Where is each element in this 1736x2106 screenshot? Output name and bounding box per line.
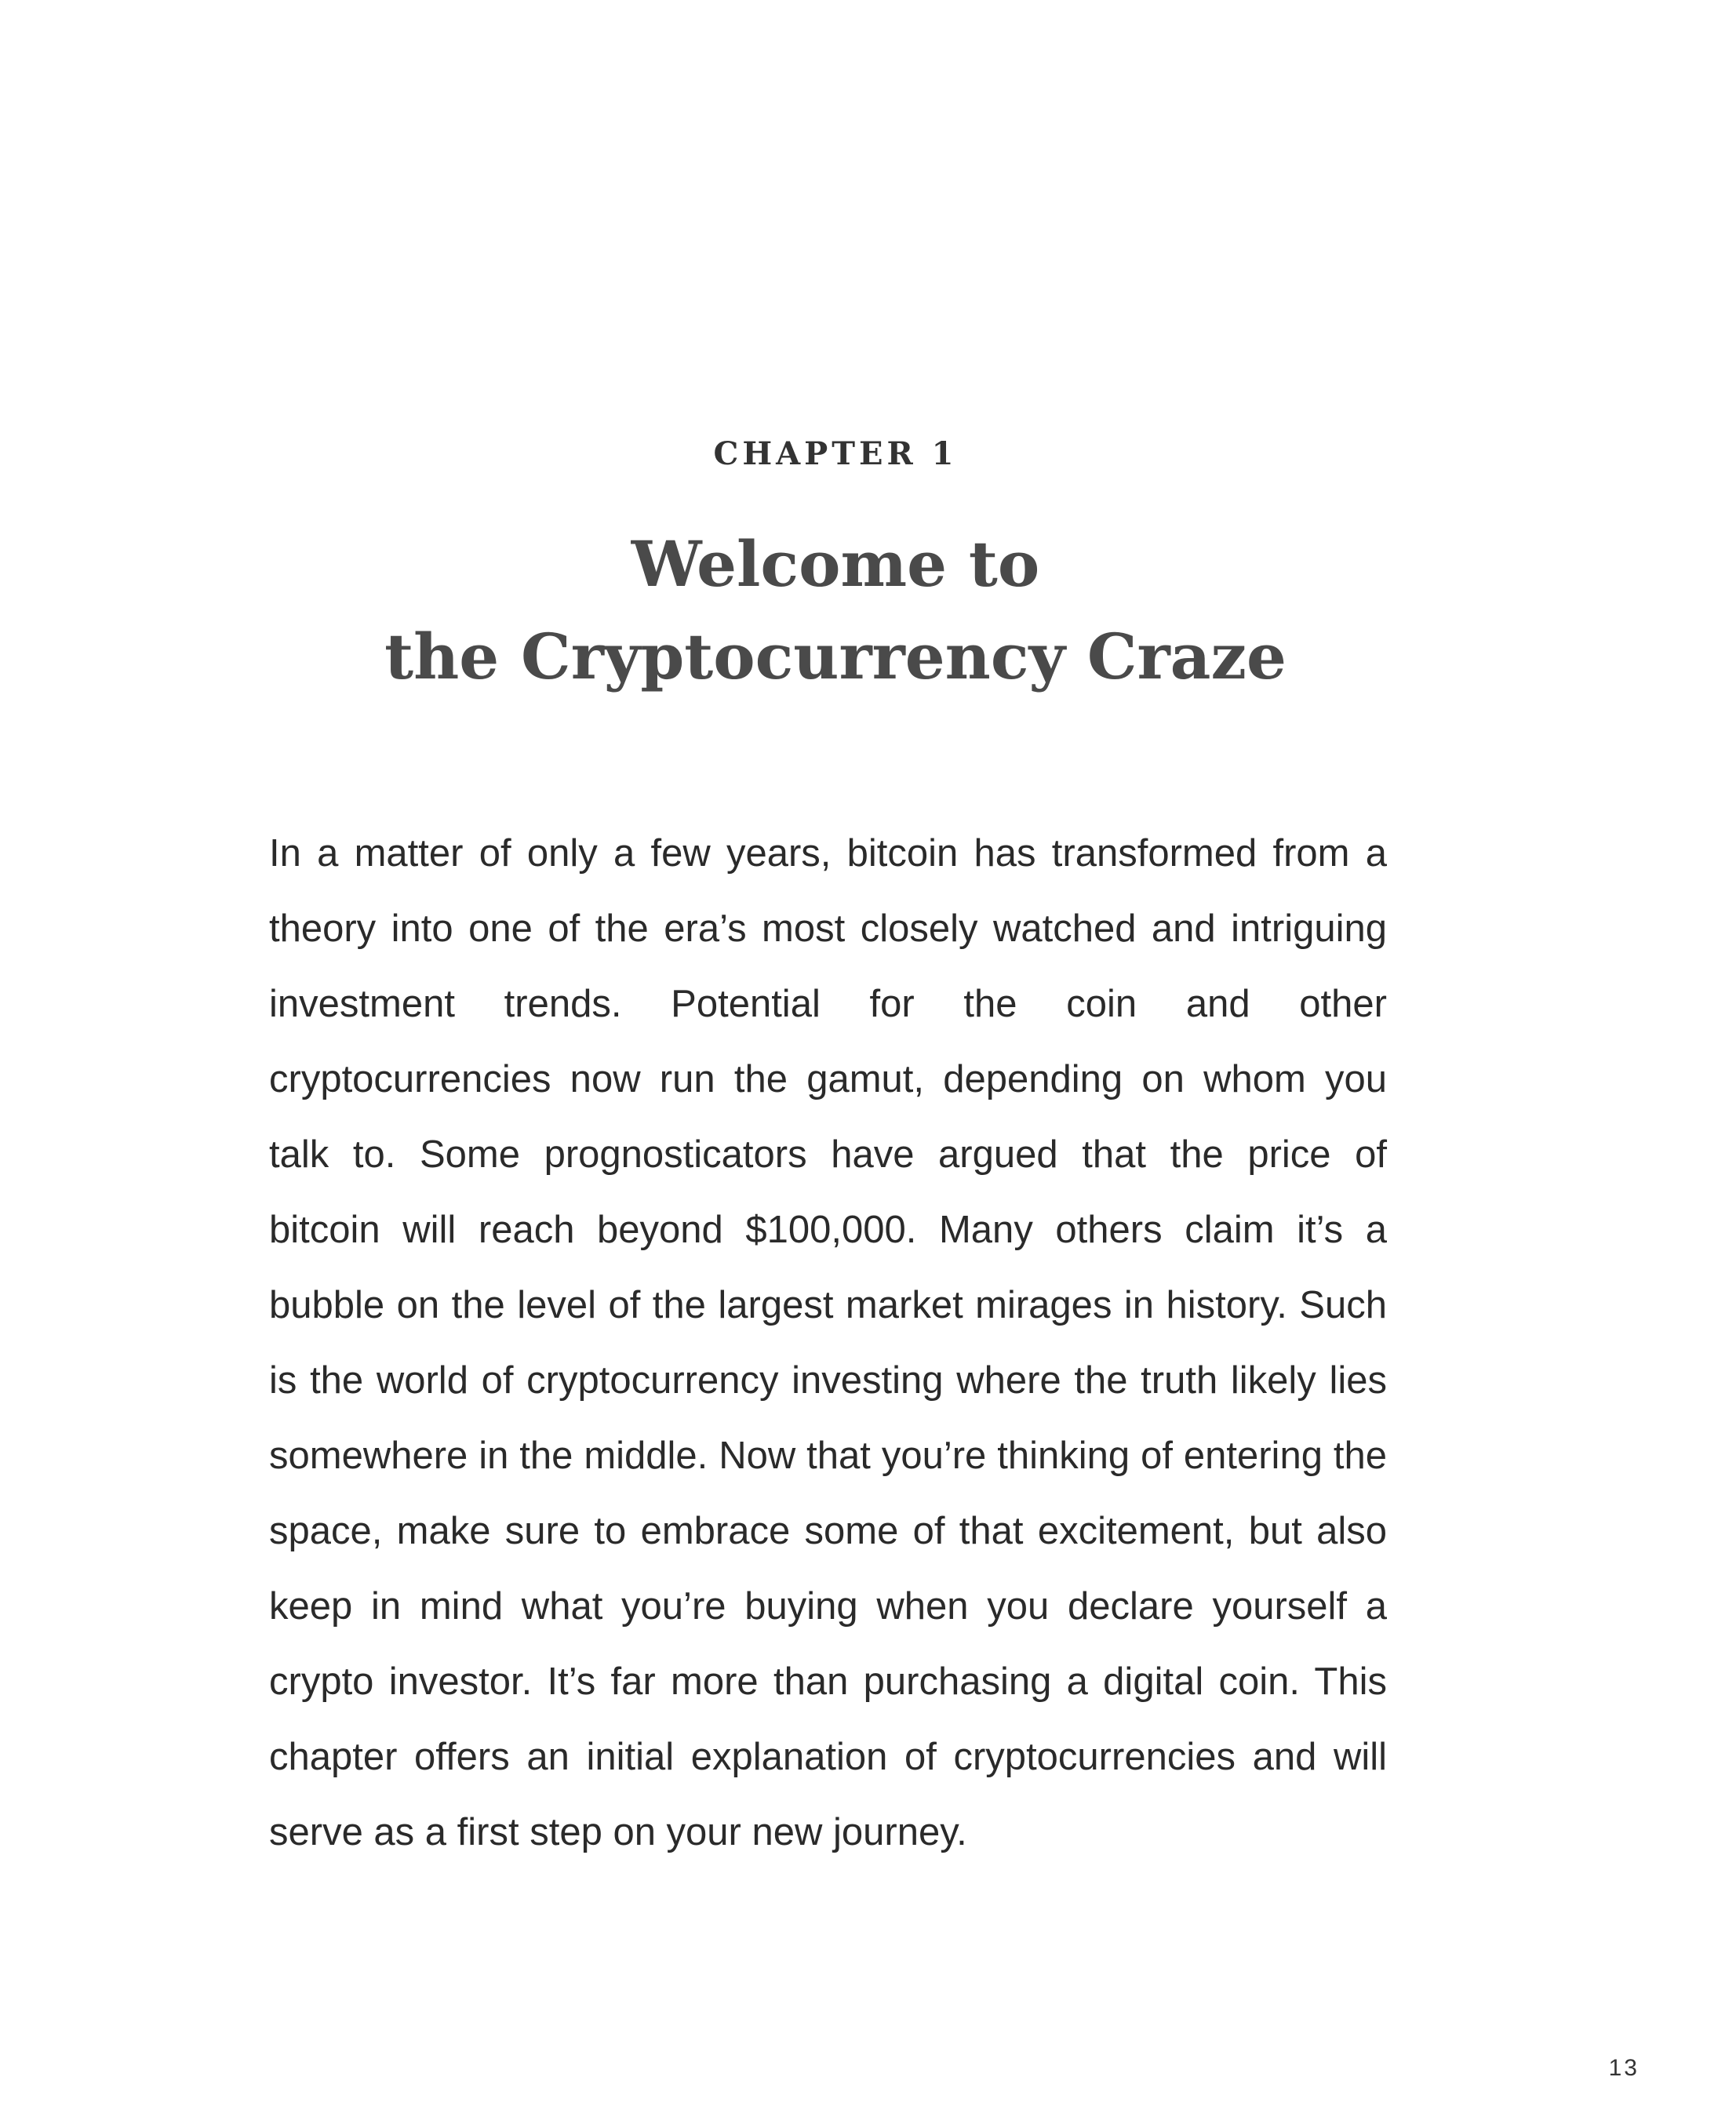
body-paragraph: In a matter of only a few years, bitcoin has transformed from a theory into one of the era’s most closely watched and intriguing investment trends. Potential for the coin and other cryptocurrencies now run the gamut, depending on whom you talk to. Some prognosticators have argued that the price of bitcoin will reach beyond $100,000. Many others claim it’s a bubble on the level of the largest market mirages in history. Such is the world of cryptocurrency investing where the truth likely lies somewhere in the middle. Now that you’re thinking of entering the space, make sure to embrace some of that excitement, but also keep in mind what you’re buying when you declare yourself a crypto investor. It’s far more than purchasing a digital coin. This chapter offers an initial explanation of cryptocurrencies and will serve as a first step on your new journey. <box>269 832 1387 1853</box>
chapter-label: CHAPTER 1 <box>713 435 958 472</box>
page-number: 13 <box>1608 2055 1640 2081</box>
chapter-title-line-2: the Cryptocurrency Craze <box>384 620 1287 693</box>
chapter-title-line-1: Welcome to <box>631 527 1040 601</box>
chapter-title <box>0 518 1671 703</box>
